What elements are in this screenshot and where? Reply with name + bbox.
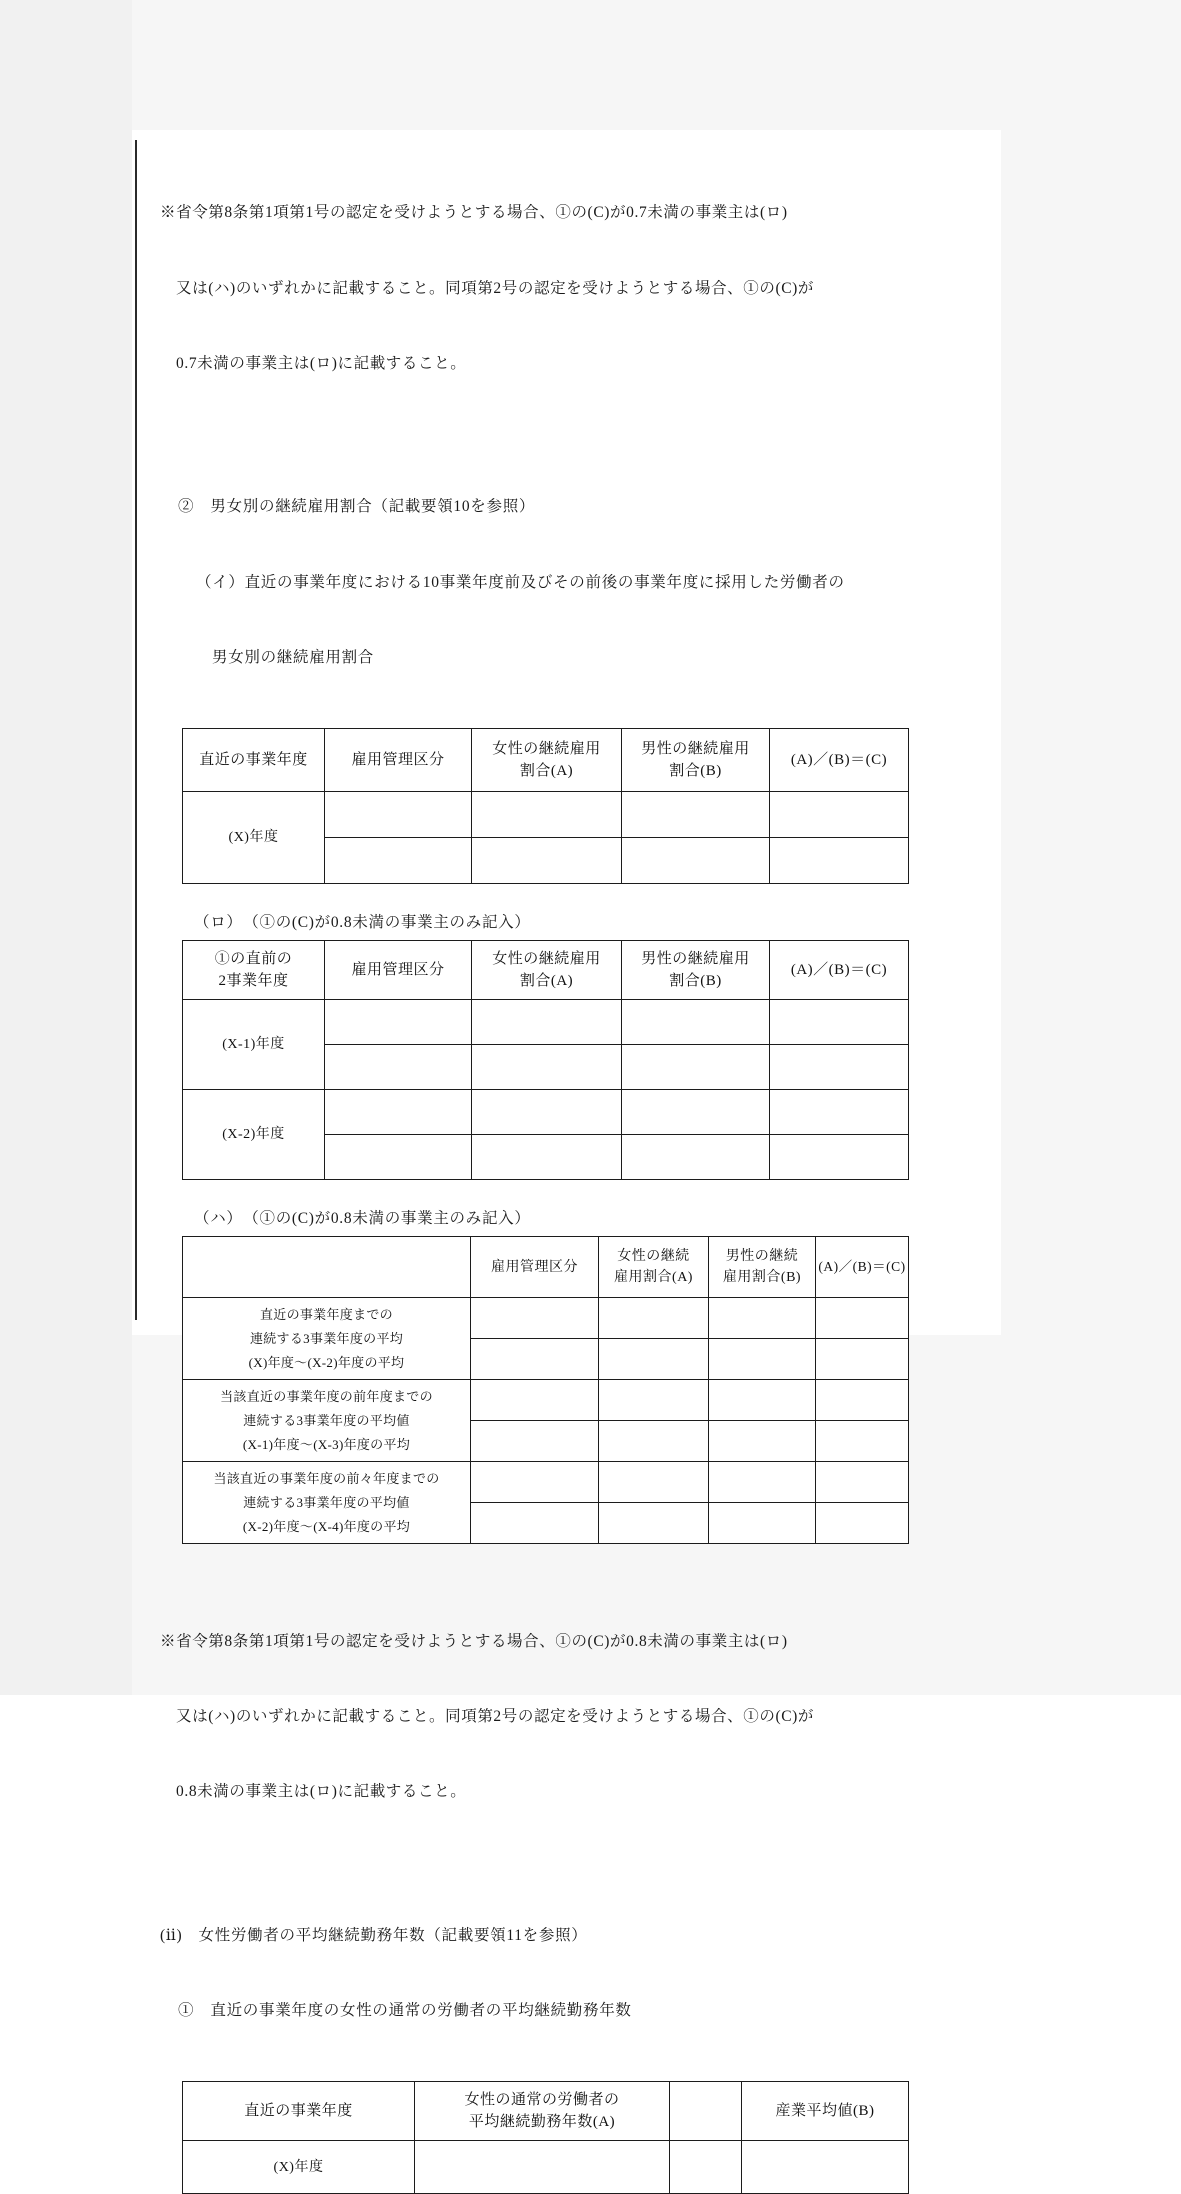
table-ha-row-label-2-line-3: (X-1)年度～(X-3)年度の平均 bbox=[242, 1436, 411, 1452]
table-i-header-male-rate-line-2: 割合(B) bbox=[669, 763, 722, 780]
table-ro-header-female-rate-line-1: 女性の継続雇用 bbox=[492, 950, 601, 967]
table-i bbox=[182, 728, 909, 884]
table-ro-cell-ratio-x1-1[interactable] bbox=[770, 1000, 909, 1045]
table-ro-cell-ratio-x2-1[interactable] bbox=[770, 1090, 909, 1135]
table-i-cell-ratio-1[interactable] bbox=[770, 792, 909, 838]
scan-shade-right bbox=[1001, 0, 1181, 1695]
caption-ha: （ハ） （①の(C)が0.8未満の事業主のみ記入） bbox=[194, 1210, 531, 1228]
section-ii-heading: (ⅱ) 女性労働者の平均継続勤務年数（記載要領11を参照） bbox=[160, 1926, 588, 1944]
table-i-cell-category-2[interactable] bbox=[325, 838, 472, 884]
table-i-row-label-x: (X)年度 bbox=[183, 792, 325, 884]
table-ha-cell-ratio-3-1[interactable] bbox=[816, 1462, 909, 1503]
table-i-cell-female-1[interactable] bbox=[472, 792, 622, 838]
table-ha-header-male-rate-line-1: 男性の継続 bbox=[725, 1249, 799, 1265]
table-ha-group-3-row-1 bbox=[183, 1462, 909, 1503]
table-ii-header-avg-service-line-1: 女性の通常の労働者の bbox=[464, 2091, 620, 2108]
table-ii-header-avg-service-line-2: 平均継続勤務年数(A) bbox=[468, 2114, 616, 2131]
table-i-cell-male-2[interactable] bbox=[622, 838, 770, 884]
table-ro-header-ratio-c: (A)／(B)＝(C) bbox=[770, 941, 909, 1000]
table-ha-row-label-2-line-1: 当該直近の事業年度の前年度までの bbox=[220, 1388, 433, 1404]
table-ha-cell-ratio-2-2[interactable] bbox=[816, 1421, 909, 1462]
table-ha-row-label-1-line-2: 連続する3事業年度の平均 bbox=[249, 1330, 404, 1346]
table-ro-x2-row-1 bbox=[183, 1090, 909, 1135]
table-i-header-male-rate-line-1: 男性の継続雇用 bbox=[641, 740, 750, 757]
table-ro-x1-row-1 bbox=[183, 1000, 909, 1045]
table-ha-cell-ratio-1-2[interactable] bbox=[816, 1339, 909, 1380]
table-ro-cell-ratio-x1-2[interactable] bbox=[770, 1045, 909, 1090]
table-ha-header-ratio-c: (A)／(B)＝(C) bbox=[816, 1237, 909, 1298]
table-ha-header-blank bbox=[183, 1237, 471, 1298]
table-ii-data-row bbox=[183, 2141, 909, 2194]
table-ha-row-label-1 bbox=[183, 1298, 471, 1380]
table-ro-row-label-x2: (X-2)年度 bbox=[183, 1090, 325, 1180]
table-ha-header-male-rate-line-2: 雇用割合(B) bbox=[722, 1270, 802, 1286]
note-bottom-line-2: 又は(ハ)のいずれかに記載すること。同項第2号の認定を受けようとする場合、①の(C)が bbox=[176, 1707, 815, 1725]
table-i-header-ratio-c: (A)／(B)＝(C) bbox=[770, 729, 909, 792]
caption-ro: （ロ） （①の(C)が0.8未満の事業主のみ記入） bbox=[194, 914, 531, 932]
table-ha-cell-male-3-1[interactable] bbox=[709, 1462, 816, 1503]
table-ro-cell-female-x1-2[interactable] bbox=[472, 1045, 622, 1090]
note-top-line-2: 又は(ハ)のいずれかに記載すること。同項第2号の認定を受けようとする場合、①の(C)が bbox=[176, 279, 815, 297]
note-top-line-1: ※省令第8条第1項第1号の認定を受けようとする場合、①の(C)が0.7未満の事業主は(ロ) bbox=[160, 204, 788, 222]
table-ha-cell-female-1-1[interactable] bbox=[599, 1298, 709, 1339]
scan-shade-left bbox=[0, 0, 132, 1695]
table-ii-cell-blank[interactable] bbox=[670, 2141, 742, 2194]
table-ro-cell-male-x1-2[interactable] bbox=[622, 1045, 770, 1090]
table-ha-row-label-3-line-2: 連続する3事業年度の平均値 bbox=[243, 1494, 410, 1510]
table-i-cell-female-2[interactable] bbox=[472, 838, 622, 884]
table-ha-group-2-row-1 bbox=[183, 1380, 909, 1421]
table-i-header-female-rate bbox=[472, 729, 622, 792]
table-ro-cell-category-x2-1[interactable] bbox=[325, 1090, 472, 1135]
table-ro-cell-male-x2-1[interactable] bbox=[622, 1090, 770, 1135]
table-ii-cell-industry-average[interactable] bbox=[742, 2141, 909, 2194]
table-ha-cell-male-3-2[interactable] bbox=[709, 1503, 816, 1544]
table-ha-header-female-rate-line-2: 雇用割合(A) bbox=[614, 1270, 693, 1286]
table-ha-cell-ratio-2-1[interactable] bbox=[816, 1380, 909, 1421]
note-top-line-3: 0.7未満の事業主は(ロ)に記載すること。 bbox=[176, 354, 467, 372]
table-ha bbox=[182, 1236, 909, 1544]
table-ha-cell-female-3-1[interactable] bbox=[599, 1462, 709, 1503]
table-ha-cell-category-1-1[interactable] bbox=[471, 1298, 599, 1339]
table-ii-row-label-x: (X)年度 bbox=[183, 2141, 415, 2194]
table-ha-row-label-2 bbox=[183, 1380, 471, 1462]
table-ha-cell-female-3-2[interactable] bbox=[599, 1503, 709, 1544]
note-bottom bbox=[160, 1578, 960, 1854]
section-2-heading-group bbox=[160, 444, 960, 720]
page-margin-rule bbox=[135, 140, 137, 1320]
table-ro-cell-ratio-x2-2[interactable] bbox=[770, 1135, 909, 1180]
table-ii-cell-avg-service[interactable] bbox=[415, 2141, 670, 2194]
table-ro-header-male-rate-line-1: 男性の継続雇用 bbox=[641, 950, 750, 967]
table-ha-group-1-row-1 bbox=[183, 1298, 909, 1339]
table-ha-header-female-rate-line-1: 女性の継続 bbox=[617, 1249, 690, 1265]
table-ro-cell-male-x2-2[interactable] bbox=[622, 1135, 770, 1180]
table-i-header-male-rate bbox=[622, 729, 770, 792]
table-i-cell-male-1[interactable] bbox=[622, 792, 770, 838]
note-bottom-line-3: 0.8未満の事業主は(ロ)に記載すること。 bbox=[176, 1783, 467, 1801]
section-ii-sub-1: ① 直近の事業年度の女性の通常の労働者の平均継続勤務年数 bbox=[178, 2002, 632, 2020]
table-ha-cell-ratio-3-2[interactable] bbox=[816, 1503, 909, 1544]
table-ha-cell-male-2-1[interactable] bbox=[709, 1380, 816, 1421]
table-ro-header-male-rate bbox=[622, 941, 770, 1000]
note-bottom-line-1: ※省令第8条第1項第1号の認定を受けようとする場合、①の(C)が0.8未満の事業主は(ロ) bbox=[160, 1632, 788, 1650]
table-i-header-fiscal-year: 直近の事業年度 bbox=[183, 729, 325, 792]
table-ha-header-female-rate bbox=[599, 1237, 709, 1298]
table-ii bbox=[182, 2081, 909, 2194]
table-ro-cell-category-x1-2[interactable] bbox=[325, 1045, 472, 1090]
table-ha-row-label-3 bbox=[183, 1462, 471, 1544]
table-ha-cell-female-2-2[interactable] bbox=[599, 1421, 709, 1462]
table-ro-header-female-rate-line-2: 割合(A) bbox=[519, 973, 574, 990]
table-ha-cell-category-2-1[interactable] bbox=[471, 1380, 599, 1421]
table-ha-cell-category-1-2[interactable] bbox=[471, 1339, 599, 1380]
table-ro-header-prior-two-years bbox=[183, 941, 325, 1000]
section-ii-heading-group bbox=[160, 1873, 960, 2074]
table-ro-header-female-rate bbox=[472, 941, 622, 1000]
table-ii-header-fiscal-year: 直近の事業年度 bbox=[183, 2082, 415, 2141]
table-ha-header-male-rate bbox=[709, 1237, 816, 1298]
table-ha-row-label-2-line-2: 連続する3事業年度の平均値 bbox=[243, 1412, 410, 1428]
table-i-header-row bbox=[183, 729, 909, 792]
table-ha-cell-female-1-2[interactable] bbox=[599, 1339, 709, 1380]
table-ha-cell-ratio-1-1[interactable] bbox=[816, 1298, 909, 1339]
table-ro-cell-female-x2-2[interactable] bbox=[472, 1135, 622, 1180]
table-ha-cell-male-2-2[interactable] bbox=[709, 1421, 816, 1462]
table-ha-row-label-3-line-3: (X-2)年度～(X-4)年度の平均 bbox=[242, 1518, 411, 1534]
table-i-header-female-rate-line-2: 割合(A) bbox=[519, 763, 574, 780]
table-ro-header-prior-line-1: ①の直前の bbox=[214, 950, 293, 967]
table-ro-header-row bbox=[183, 941, 909, 1000]
table-ro-cell-female-x2-1[interactable] bbox=[472, 1090, 622, 1135]
table-ro bbox=[182, 940, 909, 1180]
section-2-heading: ② 男女別の継続雇用割合（記載要領10を参照） bbox=[178, 498, 536, 516]
table-ii-header-avg-service-years bbox=[415, 2082, 670, 2141]
table-ha-header-employment-category: 雇用管理区分 bbox=[471, 1237, 599, 1298]
table-ro-cell-category-x1-1[interactable] bbox=[325, 1000, 472, 1045]
table-ii-header-industry-average: 産業平均値(B) bbox=[742, 2082, 909, 2141]
table-ii-header-row bbox=[183, 2082, 909, 2141]
table-ro-cell-female-x1-1[interactable] bbox=[472, 1000, 622, 1045]
table-ha-row-label-1-line-3: (X)年度～(X-2)年度の平均 bbox=[248, 1354, 405, 1370]
table-i-data-row-1 bbox=[183, 792, 909, 838]
table-ha-row-label-1-line-1: 直近の事業年度までの bbox=[259, 1306, 393, 1322]
table-ro-header-prior-line-2: 2事業年度 bbox=[218, 973, 289, 990]
table-ro-row-label-x1: (X-1)年度 bbox=[183, 1000, 325, 1090]
table-ro-header-male-rate-line-2: 割合(B) bbox=[669, 973, 722, 990]
table-i-cell-category-1[interactable] bbox=[325, 792, 472, 838]
section-2-sub-i-line-2: 男女別の継続雇用割合 bbox=[212, 649, 375, 667]
table-ha-cell-male-1-2[interactable] bbox=[709, 1339, 816, 1380]
table-ha-header-row bbox=[183, 1237, 909, 1298]
table-ro-cell-male-x1-1[interactable] bbox=[622, 1000, 770, 1045]
section-2-sub-i-line-1: （イ）直近の事業年度における10事業年度前及びその前後の事業年度に採用した労働者の bbox=[196, 573, 845, 591]
table-ha-cell-category-3-1[interactable] bbox=[471, 1462, 599, 1503]
table-i-header-employment-category: 雇用管理区分 bbox=[325, 729, 472, 792]
table-ha-cell-category-3-2[interactable] bbox=[471, 1503, 599, 1544]
note-top bbox=[160, 150, 960, 426]
table-ha-row-label-3-line-1: 当該直近の事業年度の前々年度までの bbox=[213, 1470, 440, 1486]
table-ha-cell-category-2-2[interactable] bbox=[471, 1421, 599, 1462]
table-ro-cell-category-x2-2[interactable] bbox=[325, 1135, 472, 1180]
table-i-header-female-rate-line-1: 女性の継続雇用 bbox=[492, 740, 601, 757]
table-i-cell-ratio-2[interactable] bbox=[770, 838, 909, 884]
table-ro-header-employment-category: 雇用管理区分 bbox=[325, 941, 472, 1000]
document-content bbox=[160, 150, 960, 2194]
table-ii-header-blank bbox=[670, 2082, 742, 2141]
table-ha-cell-male-1-1[interactable] bbox=[709, 1298, 816, 1339]
table-ha-cell-female-2-1[interactable] bbox=[599, 1380, 709, 1421]
